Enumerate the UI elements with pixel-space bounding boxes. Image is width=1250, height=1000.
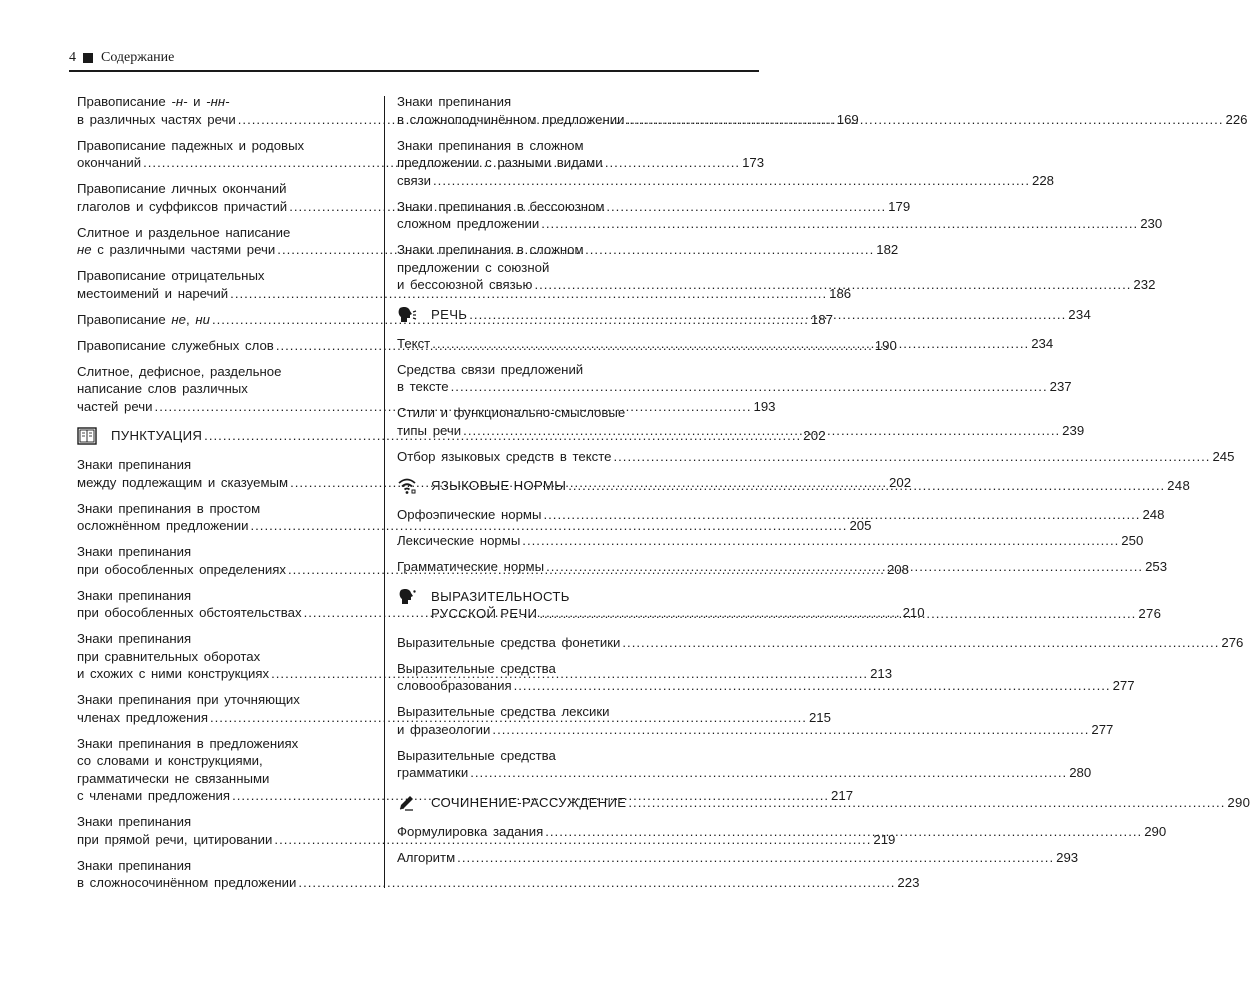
section-title: ВЫРАЗИТЕЛЬНОСТЬ <box>431 588 570 604</box>
toc-entry[interactable]: Отбор языковых средств в тексте ..... 245 <box>397 448 690 466</box>
toc-entry[interactable]: Выразительные средства словообразования ..... 277 <box>397 660 690 695</box>
page-ref: 179 <box>888 198 911 214</box>
page-ref: 293 <box>1056 849 1079 865</box>
toc-entry[interactable]: Алгоритм ..... 293 <box>397 849 690 867</box>
header-title: Содержание <box>101 50 175 65</box>
toc-entry[interactable]: Знаки препинания в бессоюзном сложном предложении ..... 230 <box>397 198 690 233</box>
page-ref: 186 <box>829 285 852 301</box>
page-number: 4 <box>69 50 76 65</box>
toc-entry[interactable]: Стили и функционально-смысловые типы речи ..... 239 <box>397 404 690 439</box>
page-ref: 253 <box>1145 559 1168 574</box>
square-bullet-icon <box>83 53 93 63</box>
toc-entry[interactable]: Грамматические нормы ..... 253 <box>397 558 690 576</box>
toc-entry[interactable]: Знаки препинания между подлежащим и сказуемым ..... 202 <box>77 456 370 491</box>
toc-entry[interactable]: Знаки препинания в сложном предложении с разными видами связи ..... 228 <box>397 137 690 190</box>
page-ref: 215 <box>808 709 831 725</box>
page-ref: 187 <box>810 311 833 327</box>
toc-entry[interactable]: Знаки препинания в сложном предложении с союзной и бессоюзной связью ..... 232 <box>397 241 690 294</box>
toc-entry[interactable]: Знаки препинания в предложениях со словами и конструкциями, грамматически не связанными с членами предложения ..... 217 <box>77 735 370 805</box>
toc-entry[interactable]: Правописание личных окончаний глаголов и суффиксов причастий ..... 179 <box>77 180 370 215</box>
page-ref: 230 <box>1140 216 1163 231</box>
page-ref: 248 <box>1142 507 1165 522</box>
head-profile-icon <box>397 588 417 606</box>
toc-entry[interactable]: Знаки препинания при уточняющих членах предложения ..... 215 <box>77 691 370 726</box>
page-ref: 223 <box>897 875 920 890</box>
page-ref: 290 <box>1144 823 1167 839</box>
page-ref: 280 <box>1069 765 1092 780</box>
page-ref: 237 <box>1049 379 1072 394</box>
page-ref: 228 <box>1032 172 1055 188</box>
toc-entry[interactable]: Выразительные средства фонетики ..... 276 <box>397 634 690 652</box>
toc-entry[interactable]: Слитное и раздельное написание не с различными частями речи ..... 182 <box>77 224 370 259</box>
page-ref: 182 <box>876 242 899 257</box>
section-title: ЯЗЫКОВЫЕ НОРМЫ <box>431 478 567 493</box>
page-ref: 208 <box>886 561 909 577</box>
page-ref: 245 <box>1212 448 1235 464</box>
toc-entry[interactable]: Правописание падежных и родовых окончаний ..... 173 <box>77 137 370 172</box>
toc-entry[interactable]: Орфоэпические нормы ..... 248 <box>397 506 690 524</box>
page-ref: 234 <box>1031 335 1054 351</box>
page-ref: 213 <box>870 666 893 681</box>
page-ref: 173 <box>742 155 765 170</box>
page-ref: 193 <box>753 398 776 414</box>
page-ref: 169 <box>836 111 859 127</box>
pencil-icon <box>397 794 417 812</box>
toc-entry[interactable]: Знаки препинания в простом осложнённом предложении ..... 205 <box>77 500 370 535</box>
toc-entry[interactable]: Знаки препинания при обособленных определениях ..... 208 <box>77 543 370 578</box>
page-ref: 205 <box>849 518 872 533</box>
page-ref: 190 <box>874 337 897 353</box>
toc-entry[interactable]: Выразительные средства лексики и фразеологии ..... 277 <box>397 703 690 738</box>
section-title: СОЧИНЕНИЕ-РАССУЖДЕНИЕ <box>431 794 627 810</box>
page-ref: 250 <box>1121 533 1144 548</box>
page-ref: 219 <box>873 831 896 847</box>
speaking-head-icon <box>397 306 417 324</box>
page-ref: 277 <box>1112 678 1135 693</box>
page-ref: 276 <box>1221 634 1244 650</box>
toc-entry[interactable]: Правописание служебных слов ..... 190 <box>77 337 370 355</box>
page-ref: 202 <box>803 428 827 443</box>
page-ref: 239 <box>1062 422 1085 438</box>
toc-entry[interactable]: Знаки препинания в сложноподчинённом предложении ..... 226 <box>397 93 690 128</box>
toc-entry[interactable]: Знаки препинания при обособленных обстоятельствах ..... 210 <box>77 587 370 622</box>
toc-entry[interactable]: Знаки препинания при сравнительных оборотах и схожих с ними конструкциях ..... 213 <box>77 630 370 683</box>
header-rule <box>69 70 759 72</box>
page-ref: 277 <box>1091 721 1114 737</box>
section-title: РЕЧЬ <box>431 306 468 322</box>
toc-entry[interactable]: Средства связи предложений в тексте ..... 237 <box>397 361 690 396</box>
toc-entry[interactable]: Правописание отрицательных местоимений и наречий ..... 186 <box>77 267 370 302</box>
page-ref: 276 <box>1138 606 1162 621</box>
book-icon <box>77 427 97 445</box>
toc-section-expressiveness[interactable]: ВЫРАЗИТЕЛЬНОСТЬ РУССКОЙ РЕЧИ ..... 276 <box>397 588 690 623</box>
page-ref: 217 <box>831 788 854 803</box>
wifi-signal-icon <box>397 477 417 495</box>
page-ref: 234 <box>1068 306 1092 322</box>
toc-entry[interactable]: Лексические нормы ..... 250 <box>397 532 690 550</box>
toc-entry[interactable]: Знаки препинания в сложносочинённом предложении ..... 223 <box>77 857 370 892</box>
toc-entry[interactable]: Формулировка задания ..... 290 <box>397 823 690 841</box>
toc-entry[interactable]: Слитное, дефисное, раздельное написание слов различных частей речи ..... 193 <box>77 363 370 416</box>
page-ref: 202 <box>889 474 912 490</box>
toc-entry[interactable]: Знаки препинания при прямой речи, цитировании ..... 219 <box>77 813 370 848</box>
page-ref: 232 <box>1133 277 1156 292</box>
page-ref: 290 <box>1227 794 1250 810</box>
toc-section-punctuation[interactable] <box>77 427 827 445</box>
toc-entry[interactable]: Выразительные средства грамматики ..... 280 <box>397 747 690 782</box>
section-title: ПУНКТУАЦИЯ <box>111 428 203 443</box>
toc-entry[interactable]: Правописание не, ни ..... 187 <box>77 311 370 329</box>
page-ref: 248 <box>1167 478 1191 493</box>
toc-entry[interactable]: Текст ..... 234 <box>397 335 690 353</box>
toc-entry[interactable]: Правописание -н- и -нн- в различных частях речи ..... 169 <box>77 93 370 128</box>
page-header <box>69 48 174 68</box>
page-ref: 210 <box>902 605 925 620</box>
page-ref: 226 <box>1225 111 1248 127</box>
